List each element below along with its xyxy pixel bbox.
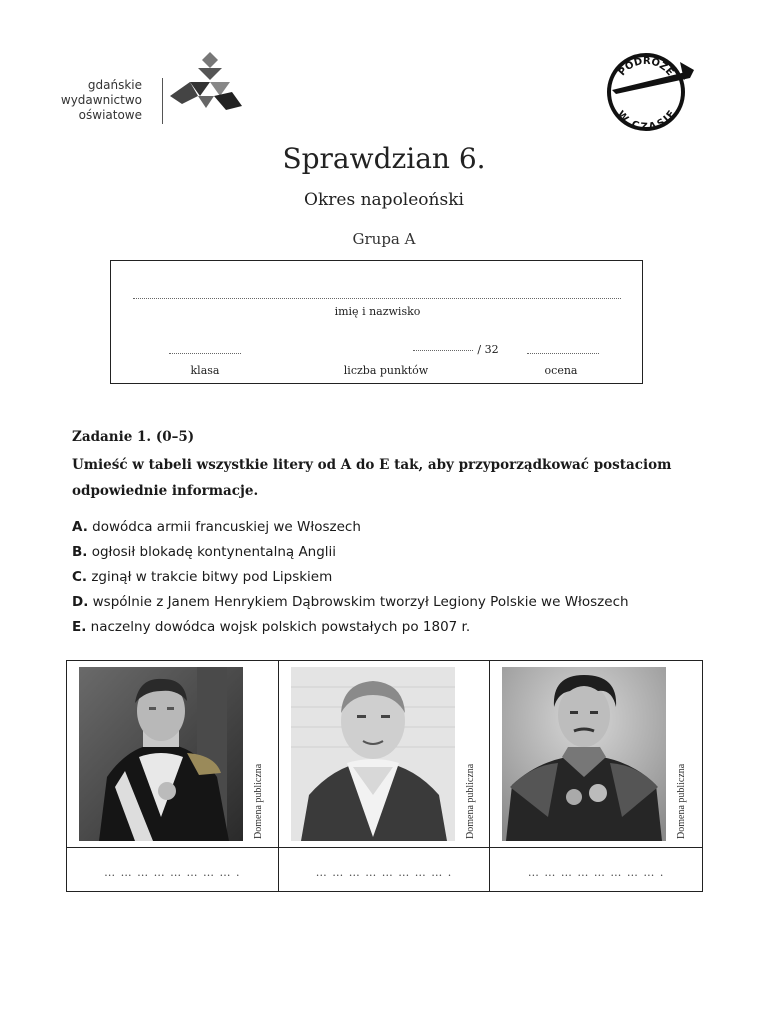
grade-field[interactable] [527, 353, 599, 354]
score-dots[interactable] [413, 350, 473, 351]
option-letter: B. [72, 544, 88, 560]
answer-cell[interactable] [67, 848, 279, 891]
portrait-cell [279, 661, 491, 848]
series-badge-icon [604, 50, 696, 132]
portrait-image-napoleon [79, 667, 243, 841]
option-letter: E. [72, 619, 87, 635]
test-group: Grupa A [352, 230, 416, 248]
publisher-divider [162, 78, 163, 124]
answer-cell[interactable] [279, 848, 491, 891]
publisher-logo [60, 52, 252, 124]
portrait-table [66, 660, 703, 892]
task-instruction: Umieść w tabeli wszystkie litery od A do E tak, aby przyporządkować postaciom odpowiednie informacje. [72, 457, 672, 499]
image-credit: Domena publiczna [464, 763, 476, 839]
portrait-image-engraving [291, 667, 455, 841]
class-field[interactable] [169, 353, 241, 354]
option-text: naczelny dowódca wojsk polskich powstałych po 1807 r. [86, 619, 471, 635]
option-letter: C. [72, 569, 88, 585]
answer-options [72, 515, 732, 640]
image-credit: Domena publiczna [253, 763, 264, 839]
option-item [72, 565, 732, 590]
student-info-box [110, 260, 643, 384]
score-max: / 32 [477, 343, 499, 356]
option-letter: A. [72, 519, 88, 535]
test-title: Sprawdzian 6. [282, 142, 486, 175]
publisher-mark-icon [170, 52, 242, 116]
publisher-name [61, 78, 142, 123]
option-item [72, 615, 732, 640]
portrait-cell [67, 661, 279, 848]
publisher-name-line: gdańskie [87, 78, 142, 92]
answer-cell[interactable] [490, 848, 702, 891]
test-subtitle: Okres napoleoński [304, 190, 464, 210]
svg-text:W CZASIE [615, 109, 678, 132]
series-title-bottom: W CZASIE [614, 108, 678, 132]
option-text: wspólnie z Janem Henrykiem Dąbrowskim tworzył Legiony Polskie we Włoszech [88, 594, 629, 610]
class-label: klasa [190, 364, 220, 377]
option-item [72, 515, 732, 540]
option-item [72, 590, 732, 615]
name-field[interactable] [133, 298, 621, 299]
answer-field[interactable]: … … … … … … … … . [104, 866, 241, 879]
answer-field[interactable]: … … … … … … … … . [315, 866, 453, 879]
svg-text:PODRÓŻE [617, 55, 676, 79]
points-label: liczba punktów [343, 364, 429, 377]
portrait-cell [490, 661, 702, 848]
publisher-name-line: wydawnictwo [60, 93, 142, 107]
option-letter: D. [72, 594, 89, 610]
image-credit: Domena publiczna [676, 763, 688, 839]
portrait-image-poniatowski [502, 667, 666, 841]
option-text: ogłosił blokadę kontynentalną Anglii [87, 544, 337, 560]
publisher-name-line: oświatowe [78, 108, 142, 122]
grade-label: ocena [544, 364, 578, 377]
option-text: zginął w trakcie bitwy pod Lipskiem [87, 569, 333, 585]
answer-field[interactable]: … … … … … … … … . [527, 866, 665, 879]
score-field[interactable] [341, 343, 571, 356]
option-text: dowódca armii francuskiej we Włoszech [87, 519, 361, 535]
task-heading: Zadanie 1. (0–5) [72, 429, 195, 445]
series-title-top: PODRÓŻE [616, 55, 676, 79]
name-label: imię i nazwisko [334, 305, 421, 318]
option-item [72, 540, 732, 565]
